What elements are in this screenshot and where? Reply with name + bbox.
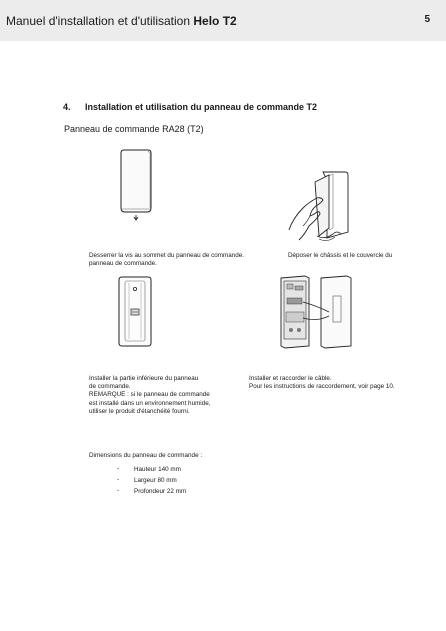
dimension-height: Hauteur 140 mm (134, 466, 181, 473)
caption-figure-1 (89, 252, 244, 268)
dimension-width: Largeur 80 mm (134, 477, 177, 484)
figure-panel-front (118, 148, 154, 223)
figure-wiring (277, 272, 357, 352)
caption-figure-1-line-2: panneau de commande. (89, 260, 157, 268)
list-dash: - (117, 487, 120, 494)
list-dash: - (117, 476, 120, 483)
caption-figure-4-line-2: Pour les instructions de raccordement, voir page 10. (249, 383, 395, 391)
caption-figure-4-line-1: Installer et raccorder le câble. (249, 375, 332, 382)
figure-lower-part (117, 275, 153, 349)
section-heading (63, 102, 317, 112)
list-dash: - (117, 465, 120, 472)
caption-figure-3-line-1: Installer la partie inférieure du panneau (89, 375, 199, 382)
header-title-prefix: Manuel d'installation et d'utilisation (6, 14, 194, 28)
caption-figure-3-line-2: de commande. (89, 383, 131, 391)
caption-figure-3 (89, 375, 210, 416)
figure-remove-cover (283, 168, 358, 248)
header-title-product: Helo T2 (193, 14, 237, 28)
section-title: Installation et utilisation du panneau de commande T2 (85, 102, 318, 112)
caption-figure-2-line-1: Déposer le châssis et le couvercle du (288, 252, 393, 259)
caption-figure-4 (249, 375, 395, 391)
dimensions-title: Dimensions du panneau de commande : (89, 452, 203, 459)
caption-figure-3-line-4: est installé dans un environnement humide, (89, 399, 211, 407)
caption-figure-3-line-5: utiliser le produit d'étanchéité fourni. (89, 407, 190, 415)
dimension-depth: Profondeur 22 mm (134, 488, 187, 495)
page-number: 5 (424, 14, 430, 25)
caption-figure-1-line-1: Desserrer la vis au sommet du panneau de commande. (89, 252, 245, 259)
header-title (6, 14, 237, 28)
section-number: 4. (63, 102, 71, 112)
section-subtitle: Panneau de commande RA28 (T2) (64, 124, 204, 134)
caption-figure-2 (288, 252, 392, 260)
page-header (0, 0, 446, 41)
caption-figure-3-line-3: REMARQUE : si le panneau de commande (89, 391, 210, 399)
